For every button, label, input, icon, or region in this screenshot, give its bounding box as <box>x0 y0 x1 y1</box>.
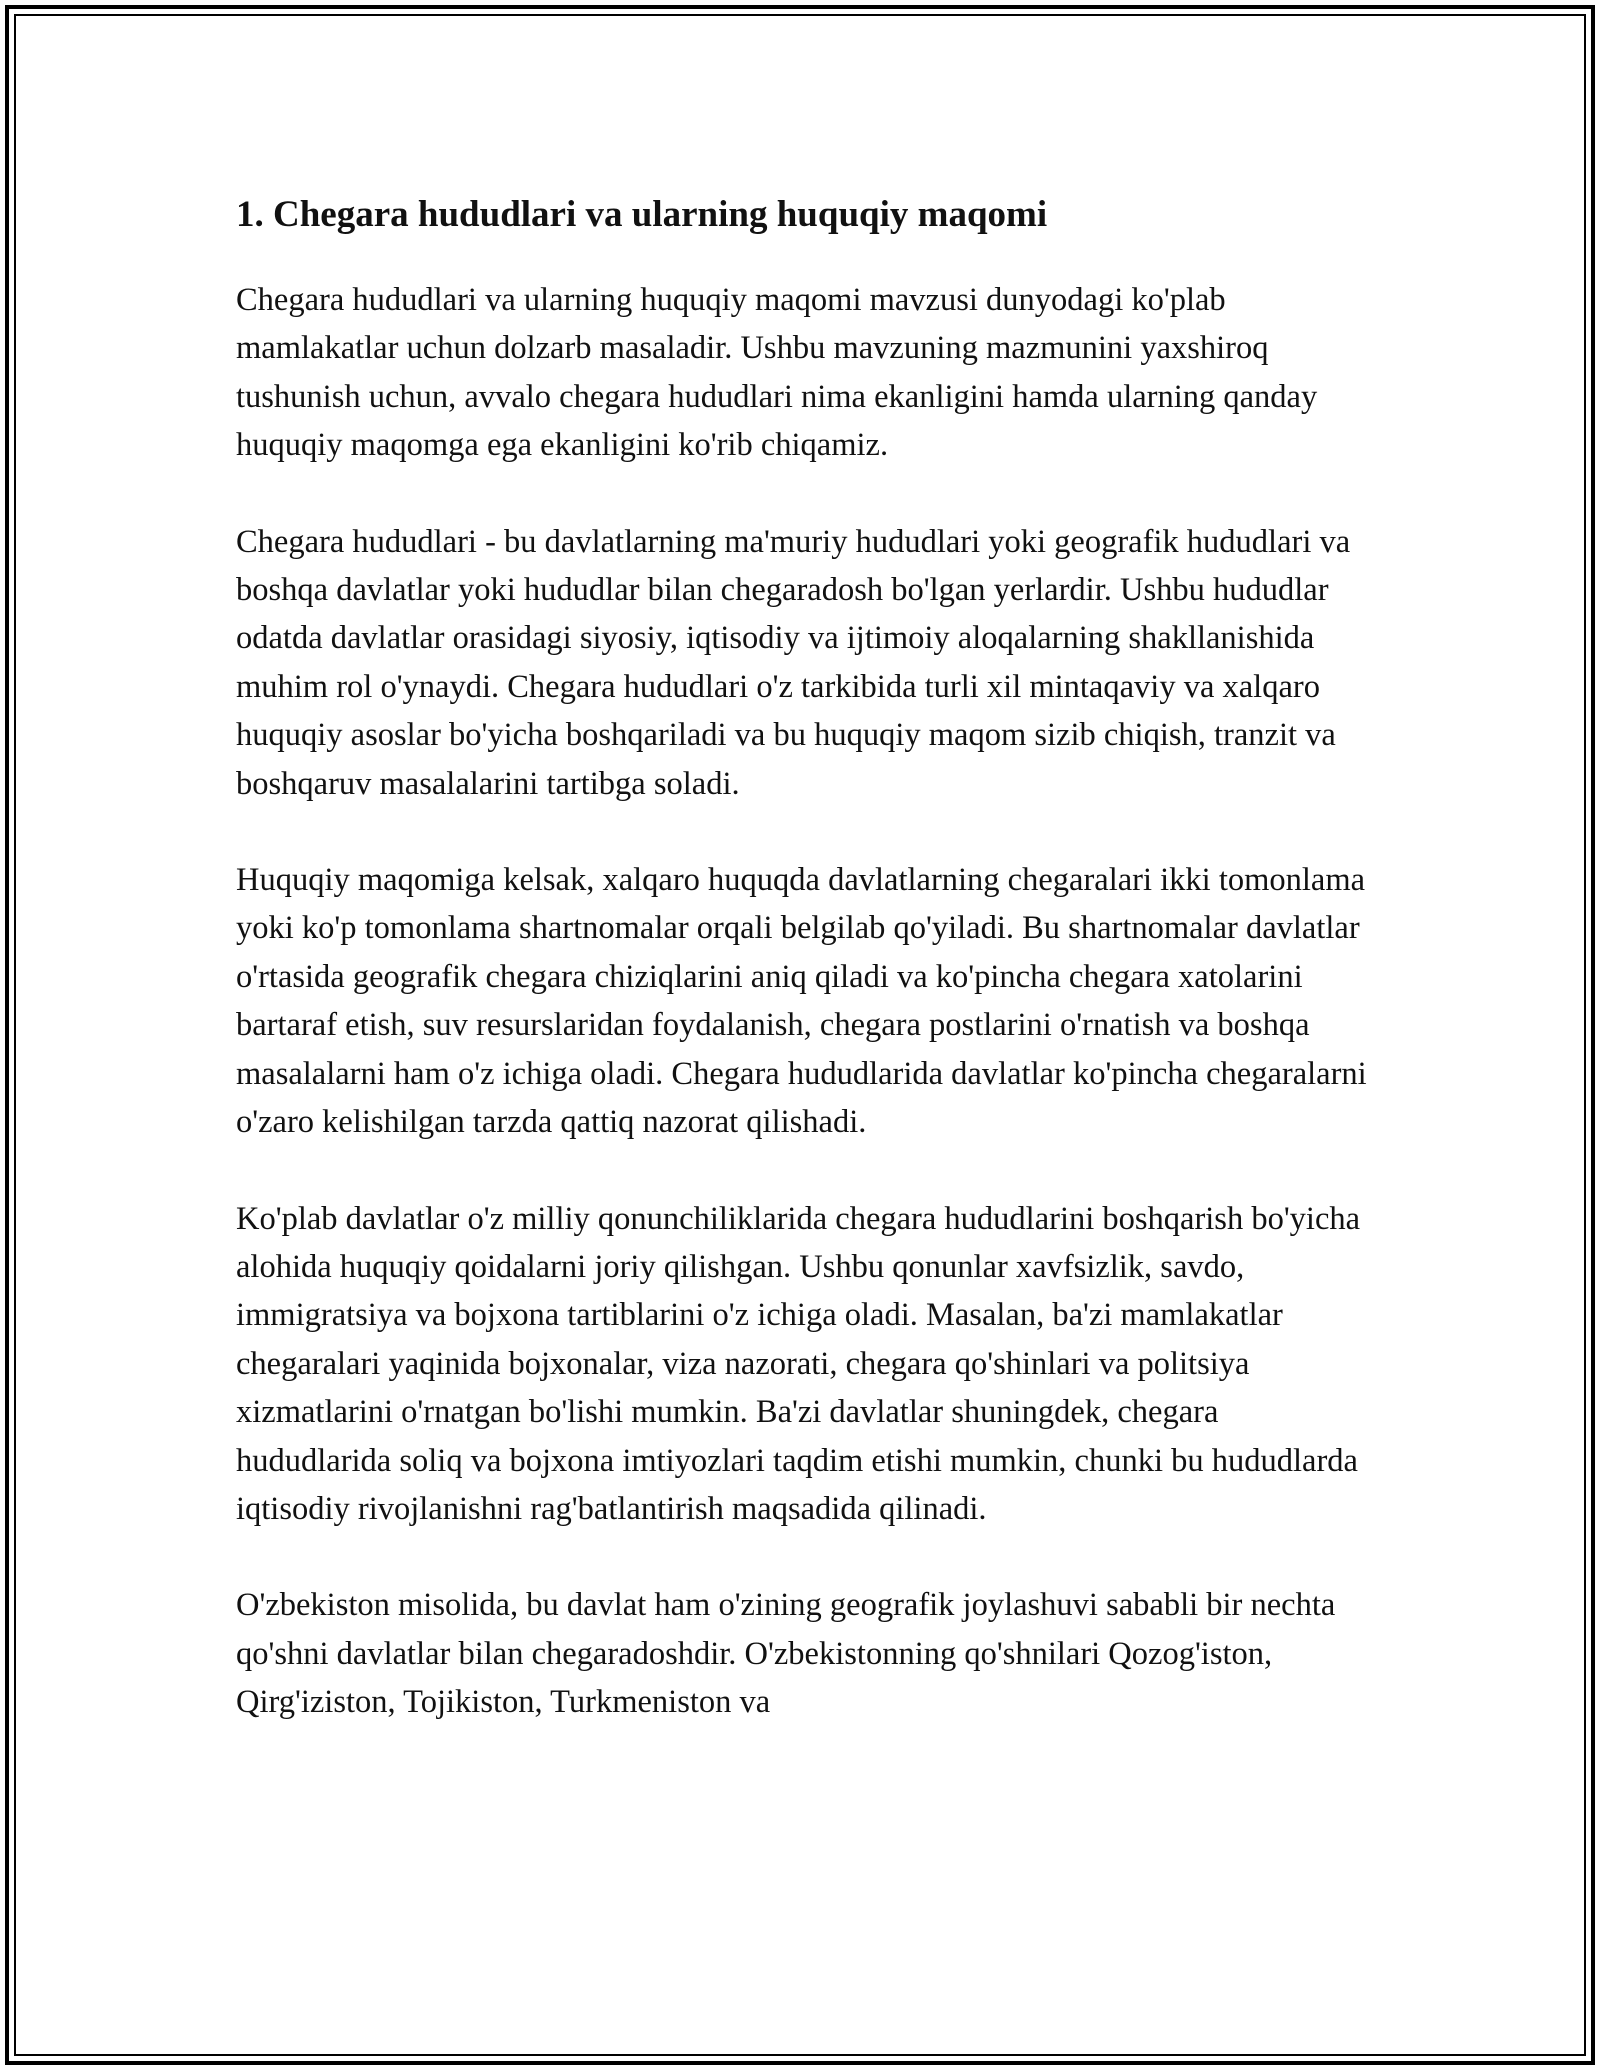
paragraph-1: Chegara hududlari va ularning huquqiy maqomi mavzusi dunyodagi ko'plab mamlakatlar uchun dolzarb masaladir. Ushbu mavzuning mazmunini yaxshiroq tushunish uchun, avvalo chegara hududlari nima ekanligini hamda ularning qanday huquqiy maqomga ega ekanligini ko'rib chiqamiz. <box>236 282 1318 464</box>
paragraph-3: Huquqiy maqomiga kelsak, xalqaro huquqda davlatlarning chegaralari ikki tomonlama yoki ko'p tomonlama shartnomalar orqali belgilab qo'yiladi. Bu shartnomalar davlatlar o'rtasida geografik chegara chiziqlarini aniq qiladi va ko'pincha chegara xatolarini bartaraf etish, suv resurslaridan foydalanish, chegara postlarini o'rnatish va boshqa masalalarni ham o'z ichiga oladi. Chegara hududlarida davlatlar ko'pincha chegaralarni o'zaro kelishilgan tarzda qattiq nazorat qilishadi. <box>236 862 1367 1141</box>
paragraph-2: Chegara hududlari - bu davlatlarning ma'muriy hududlari yoki geografik hududlari va boshqa davlatlar yoki hududlar bilan chegaradosh bo'lgan yerlardir. Ushbu hududlar odatda davlatlar orasidagi siyosiy, iqtisodiy va ijtimoiy aloqalarning shakllanishida muhim rol o'ynaydi. Chegara hududlari o'z tarkibida turli xil mintaqaviy va xalqaro huquqiy asoslar bo'yicha boshqariladi va bu huquqiy maqom sizib chiqish, tranzit va boshqaruv masalalarini tartibga soladi. <box>236 523 1351 802</box>
paragraph-4: Ko'plab davlatlar o'z milliy qonunchiliklarida chegara hududlarini boshqarish bo'yicha alohida huquqiy qoidalarni joriy qilishgan. Ushbu qonunlar xavfsizlik, savdo, immigratsiya va bojxona tartiblarini o'z ichiga oladi. Masalan, ba'zi mamlakatlar chegaralari yaqinida bojxonalar, viza nazorati, chegara qo'shinlari va politsiya xizmatlarini o'rnatgan bo'lishi mumkin. Ba'zi davlatlar shuningdek, chegara hududlarida soliq va bojxona imtiyozlari taqdim etishi mumkin, chunki bu hududlarda iqtisodiy rivojlanishni rag'batlantirish maqsadida qilinadi. <box>236 1200 1361 1527</box>
paragraph-5: O'zbekiston misolida, bu davlat ham o'zining geografik joylashuvi sababli bir nechta qo'shni davlatlar bilan chegaradoshdir. O'zbekistonning qo'shnilari Qozog'iston, Qirg'iziston, Tojikiston, Turkmeniston va <box>236 1587 1336 1721</box>
document-body <box>236 184 1376 1775</box>
section-heading: 1. Chegara hududlari va ularning huquqiy maqomi <box>236 194 1048 235</box>
